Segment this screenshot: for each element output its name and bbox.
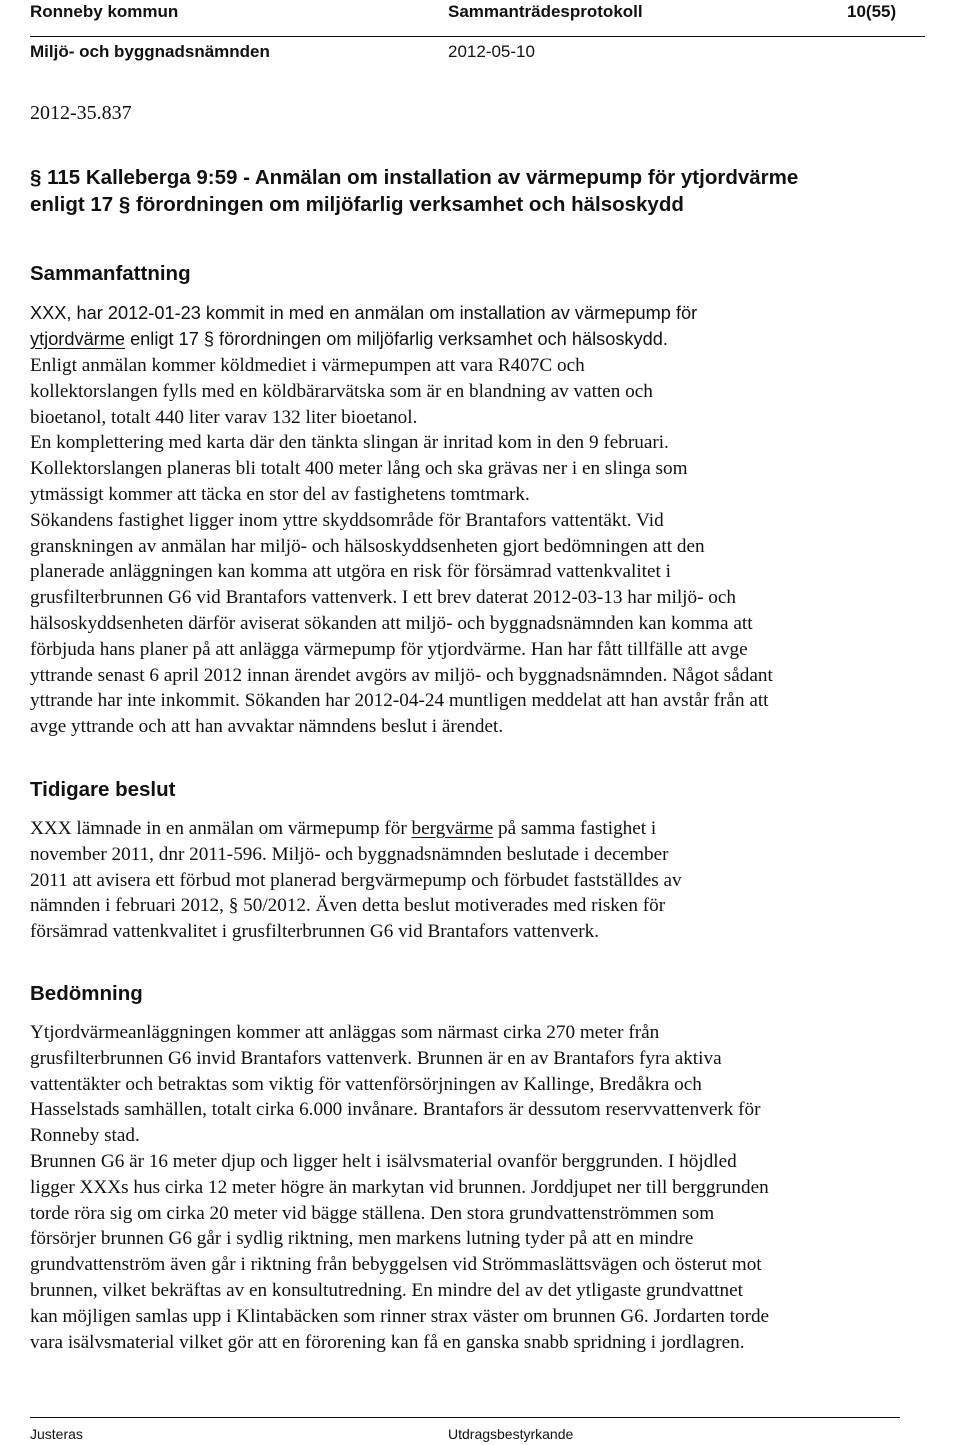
summary-line: En komplettering med karta där den tänkta slingan är inritad kom in den 9 februari. (30, 432, 669, 454)
summary-line: avge yttrande och att han avvaktar nämndens beslut i ärendet. (30, 716, 504, 738)
summary-line: grusfilterbrunnen G6 vid Brantafors vattenverk. I ett brev daterat 2012-03-13 har miljö- och (30, 587, 736, 609)
assessment-line: ligger XXXs hus cirka 12 meter högre än markytan vid brunnen. Jorddjupet ner till berggrunden (30, 1176, 769, 1198)
assessment-line: grusfilterbrunnen G6 invid Brantafors vattenverk. Brunnen är en av Brantafors fyra aktiva (30, 1047, 722, 1069)
previous-line (30, 816, 930, 842)
previous-line-start: XXX lämnade in en anmälan om värmepump för (30, 818, 412, 839)
summary-line (30, 327, 930, 353)
assessment-line: försörjer brunnen G6 går i sydlig riktning, men markens lutning tyder på att en mindre (30, 1228, 694, 1250)
summary-line: hälsoskyddsenheten därför aviserat sökanden att miljö- och byggnadsnämnden kan komma att (30, 612, 753, 634)
assessment-line: kan möjligen samlas upp i Klintabäcken som rinner strax väster om brunnen G6. Jordarten torde (30, 1305, 770, 1327)
underlined-term: bergvärme (411, 818, 494, 839)
summary-line-rest: enligt 17 § förordningen om miljöfarlig verksamhet och hälsoskydd. (125, 328, 668, 349)
assessment-line: vara isälvsmaterial vilket gör att en förorening kan få en ganska snabb spridning i jordlagren. (30, 1331, 745, 1353)
footer-utdragsbestyrkande: Utdragsbestyrkande (448, 1426, 574, 1442)
municipality-name: Ronneby kommun (30, 2, 179, 21)
summary-line: yttrande har inte inkommit. Sökanden har 2012-04-24 muntligen meddelat att han avstår från att (30, 690, 769, 712)
summary-line: förbjuda hans planer på att anlägga värmepump för ytjordvärme. Han har fått tillfälle att avge (30, 638, 748, 660)
summary-line: XXX, har 2012-01-23 kommit in med en anmälan om installation av värmepump för (30, 303, 698, 323)
underlined-term: ytjordvärme (30, 328, 126, 349)
board-name: Miljö- och byggnadsnämnden (30, 42, 270, 61)
assessment-line: brunnen, vilket bekräftas av en konsultutredning. En mindre del av det ytligaste grundvattnet (30, 1279, 743, 1301)
summary-line: granskningen av anmälan har miljö- och hälsoskyddsenheten gjort bedömningen att den (30, 535, 705, 557)
summary-line: kollektorslangen fylls med en köldbärarvätska som är en blandning av vatten och (30, 380, 653, 402)
case-title (30, 164, 930, 218)
previous-line: 2011 att avisera ett förbud mot planerad bergvärmepump och förbudet fastställdes av (30, 869, 682, 891)
summary-heading: Sammanfattning (30, 262, 191, 285)
header-rule (30, 36, 925, 37)
assessment-line: Ytjordvärmeanläggningen kommer att anläggas som närmast cirka 270 meter från (30, 1022, 660, 1043)
previous-line: försämrad vattenkvalitet i grusfilterbrunnen G6 vid Brantafors vattenverk. (30, 921, 600, 943)
assessment-body (30, 1020, 930, 1355)
document-type: Sammanträdesprotokoll (448, 2, 643, 21)
footer-justeras: Justeras (30, 1426, 83, 1442)
assessment-heading: Bedömning (30, 982, 143, 1005)
assessment-line: torde röra sig om cirka 20 meter vid bägge ställena. Den stora grundvattenströmmen som (30, 1202, 715, 1224)
summary-line: yttrande senast 6 april 2012 innan ärendet avgörs av miljö- och byggnadsnämnden. Något sådant (30, 664, 773, 686)
summary-line: Kollektorslangen planeras bli totalt 400 meter lång och ska grävas ner i en slinga som (30, 458, 688, 480)
previous-decision-heading: Tidigare beslut (30, 778, 176, 801)
page-number: 10(55) (847, 2, 897, 21)
previous-line: nämnden i februari 2012, § 50/2012. Även detta beslut motiverades med risken för (30, 895, 666, 917)
summary-line: Sökandens fastighet ligger inom yttre skyddsområde för Brantafors vattentäkt. Vid (30, 509, 664, 531)
meeting-date: 2012-05-10 (448, 42, 535, 61)
summary-line: planerade anläggningen kan komma att utgöra en risk för försämrad vattenkvalitet i (30, 561, 671, 583)
summary-body (30, 353, 930, 740)
case-number: 2012-35.837 (30, 102, 132, 124)
previous-decision-body (30, 816, 930, 945)
summary-line: ytmässigt kommer att täcka en stor del av fastighetens tomtmark. (30, 483, 530, 505)
footer-rule (30, 1417, 900, 1418)
assessment-line: Ronneby stad. (30, 1125, 140, 1147)
previous-line-end: på samma fastighet i (493, 818, 657, 839)
summary-line: bioetanol, totalt 440 liter varav 132 liter bioetanol. (30, 406, 418, 428)
summary-intro (30, 301, 930, 353)
assessment-line: Hasselstads samhällen, totalt cirka 6.000 invånare. Brantafors är dessutom reservvattenverk för (30, 1099, 761, 1121)
assessment-line: vattentäkter och betraktas som viktig för vattenförsörjningen av Kallinge, Bredåkra och (30, 1073, 702, 1095)
assessment-line: grundvattenström även går i riktning från bebyggelsen vid Strömmaslättsvägen och österut mot (30, 1254, 762, 1276)
case-title-line: enligt 17 § förordningen om miljöfarlig verksamhet och hälsoskydd (30, 193, 684, 216)
case-title-line: § 115 Kalleberga 9:59 - Anmälan om installation av värmepump för ytjordvärme (30, 166, 799, 189)
previous-line: november 2011, dnr 2011-596. Miljö- och byggnadsnämnden beslutade i december (30, 843, 669, 865)
summary-line: Enligt anmälan kommer köldmediet i värmepumpen att vara R407C och (30, 355, 585, 376)
assessment-line: Brunnen G6 är 16 meter djup och ligger helt i isälvsmaterial ovanför berggrunden. I höjdled (30, 1150, 737, 1172)
